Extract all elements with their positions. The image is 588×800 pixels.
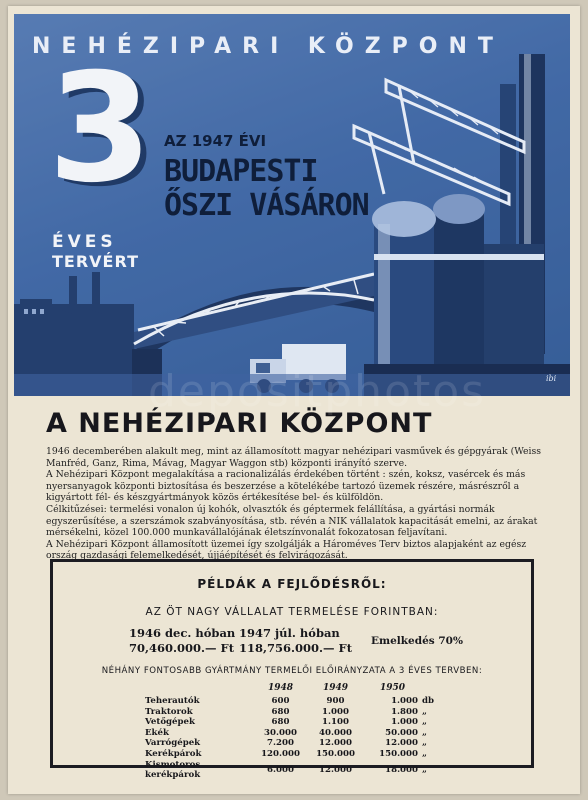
document-sheet <box>8 6 580 794</box>
value-1949: 12.000 <box>319 738 352 749</box>
years-word: ÉVES <box>52 232 117 252</box>
paragraph: Célkitűzései: termelési vonalon új kohók, olvasztók és géptermek felállítása, a gyártási normák egyszerűsítése, a szerszámok szabványosítása, stb. révén a NIK vállalatok kapacitását emelni, az árakat mérsékelni, közel 100.000 munkavállalójának életszínvonalát fokozatosan feljavítani. <box>46 503 538 539</box>
table-row <box>145 760 442 781</box>
unit-label: „ <box>422 717 427 728</box>
value-1948: 120.000 <box>261 748 300 759</box>
period-1 <box>129 626 235 656</box>
paragraph: A Nehézipari Központ megalakítása a racionalizálás érdekében történt : szén, koksz, vasércek és más nyersanyagok központi biztosítása és beszerzése a kötelékébe tartozó üzemek részére, másrészről a kigyártott fél- és készgyártmányok közös értékesítése bel- és külföldön. <box>46 469 526 504</box>
value-1949: 150.000 <box>316 748 355 759</box>
value-1950: 150.000 <box>379 748 418 759</box>
body-text <box>46 446 546 562</box>
column-header: 1950 <box>379 683 406 693</box>
plan-word: TERVÉRT <box>52 252 139 271</box>
unit-label: „ <box>422 727 427 738</box>
paragraph: 1946 decemberében alakult meg, mint az államosított magyar nehézipari vasművek és gépgyárak (Weiss Manfréd, Ganz, Rima, Mávag, Magyar Waggon stb) központi irányító szerve. <box>46 446 542 469</box>
fair-name-line: ŐSZI VÁSÁRON <box>164 188 369 223</box>
paragraph: A Nehézipari Központ államosított üzemei így szolgálják a Hároméves Terv biztos alapjaként az egész ország gazdasági felemelkedését, újjáépítését és felvirágozását. <box>46 538 527 562</box>
unit-label: „ <box>422 738 427 749</box>
fair-city-line: BUDAPESTI <box>164 154 318 189</box>
examples-title: PÉLDÁK A FEJLŐDÉSRŐL: <box>197 577 387 591</box>
item-name: Vetőgépek <box>145 717 195 728</box>
plan-table-body <box>145 696 442 781</box>
period-2 <box>239 626 352 656</box>
item-name: Kerékpárok <box>145 748 202 759</box>
column-header: 1949 <box>322 683 349 693</box>
period-1-value: 70,460.000.— Ft <box>129 641 235 655</box>
production-subtitle: AZ ÖT NAGY VÁLLALAT TERMELÉSE FORINTBAN: <box>145 606 439 618</box>
poster-illustration <box>14 14 570 396</box>
value-1948: 7.200 <box>267 738 294 749</box>
table-row <box>145 717 442 728</box>
unit-label: db <box>422 696 435 706</box>
period-2-value: 118,756.000.— Ft <box>239 641 353 655</box>
fair-year-line: AZ 1947 ÉVI <box>164 132 267 150</box>
value-1950: 12.000 <box>385 738 418 749</box>
table-row <box>145 728 442 739</box>
table-header-row <box>145 683 442 696</box>
plan-table <box>145 683 442 781</box>
value-1949: 1.100 <box>322 717 349 728</box>
value-1949: 40.000 <box>319 727 352 738</box>
value-1950: 1.000 <box>391 717 418 728</box>
page-headline: A NEHÉZIPARI KÖZPONT <box>46 408 433 439</box>
table-row <box>145 707 442 718</box>
value-1948: 680 <box>271 717 290 728</box>
value-1950: 18.000 <box>385 764 418 775</box>
plan-note: NÉHÁNY FONTOSABB GYÁRTMÁNY TERMELŐI ELŐIRÁNYZATA A 3 ÉVES TERVBEN: <box>101 666 483 676</box>
table-row <box>145 749 442 760</box>
column-header: 1948 <box>267 683 294 693</box>
examples-box <box>50 559 534 781</box>
period-2-label: 1947 júl. hóban <box>239 626 340 640</box>
value-1950: 50.000 <box>385 727 418 738</box>
value-1948: 30.000 <box>264 727 297 738</box>
item-name: Teherautók <box>145 696 200 706</box>
growth-label: Emelkedés 70% <box>371 635 463 647</box>
value-1950: 1.000 <box>391 696 418 706</box>
value-1949: 12.000 <box>319 764 352 775</box>
item-name: Kismotoros kerékpárok <box>145 759 201 781</box>
item-name: Varrógépek <box>145 738 201 749</box>
value-1950: 1.800 <box>391 706 418 717</box>
value-1949: 900 <box>326 696 345 706</box>
period-1-label: 1946 dec. hóban <box>129 626 236 640</box>
item-name: Ekék <box>145 727 169 738</box>
three-year-number: 3 <box>48 42 153 216</box>
unit-label: „ <box>422 748 427 759</box>
three-year-plan-caption <box>52 232 139 272</box>
value-1948: 600 <box>271 696 290 706</box>
artist-signature: ibi <box>546 374 557 383</box>
unit-label: „ <box>422 764 427 775</box>
value-1949: 1.000 <box>322 706 349 717</box>
table-row <box>145 738 442 749</box>
table-row <box>145 696 442 707</box>
value-1948: 6.000 <box>267 764 294 775</box>
value-1948: 680 <box>271 706 290 717</box>
unit-label: „ <box>422 706 427 717</box>
item-name: Traktorok <box>145 706 193 717</box>
poster-organization-title: NEHÉZIPARI KÖZPONT <box>32 34 504 59</box>
